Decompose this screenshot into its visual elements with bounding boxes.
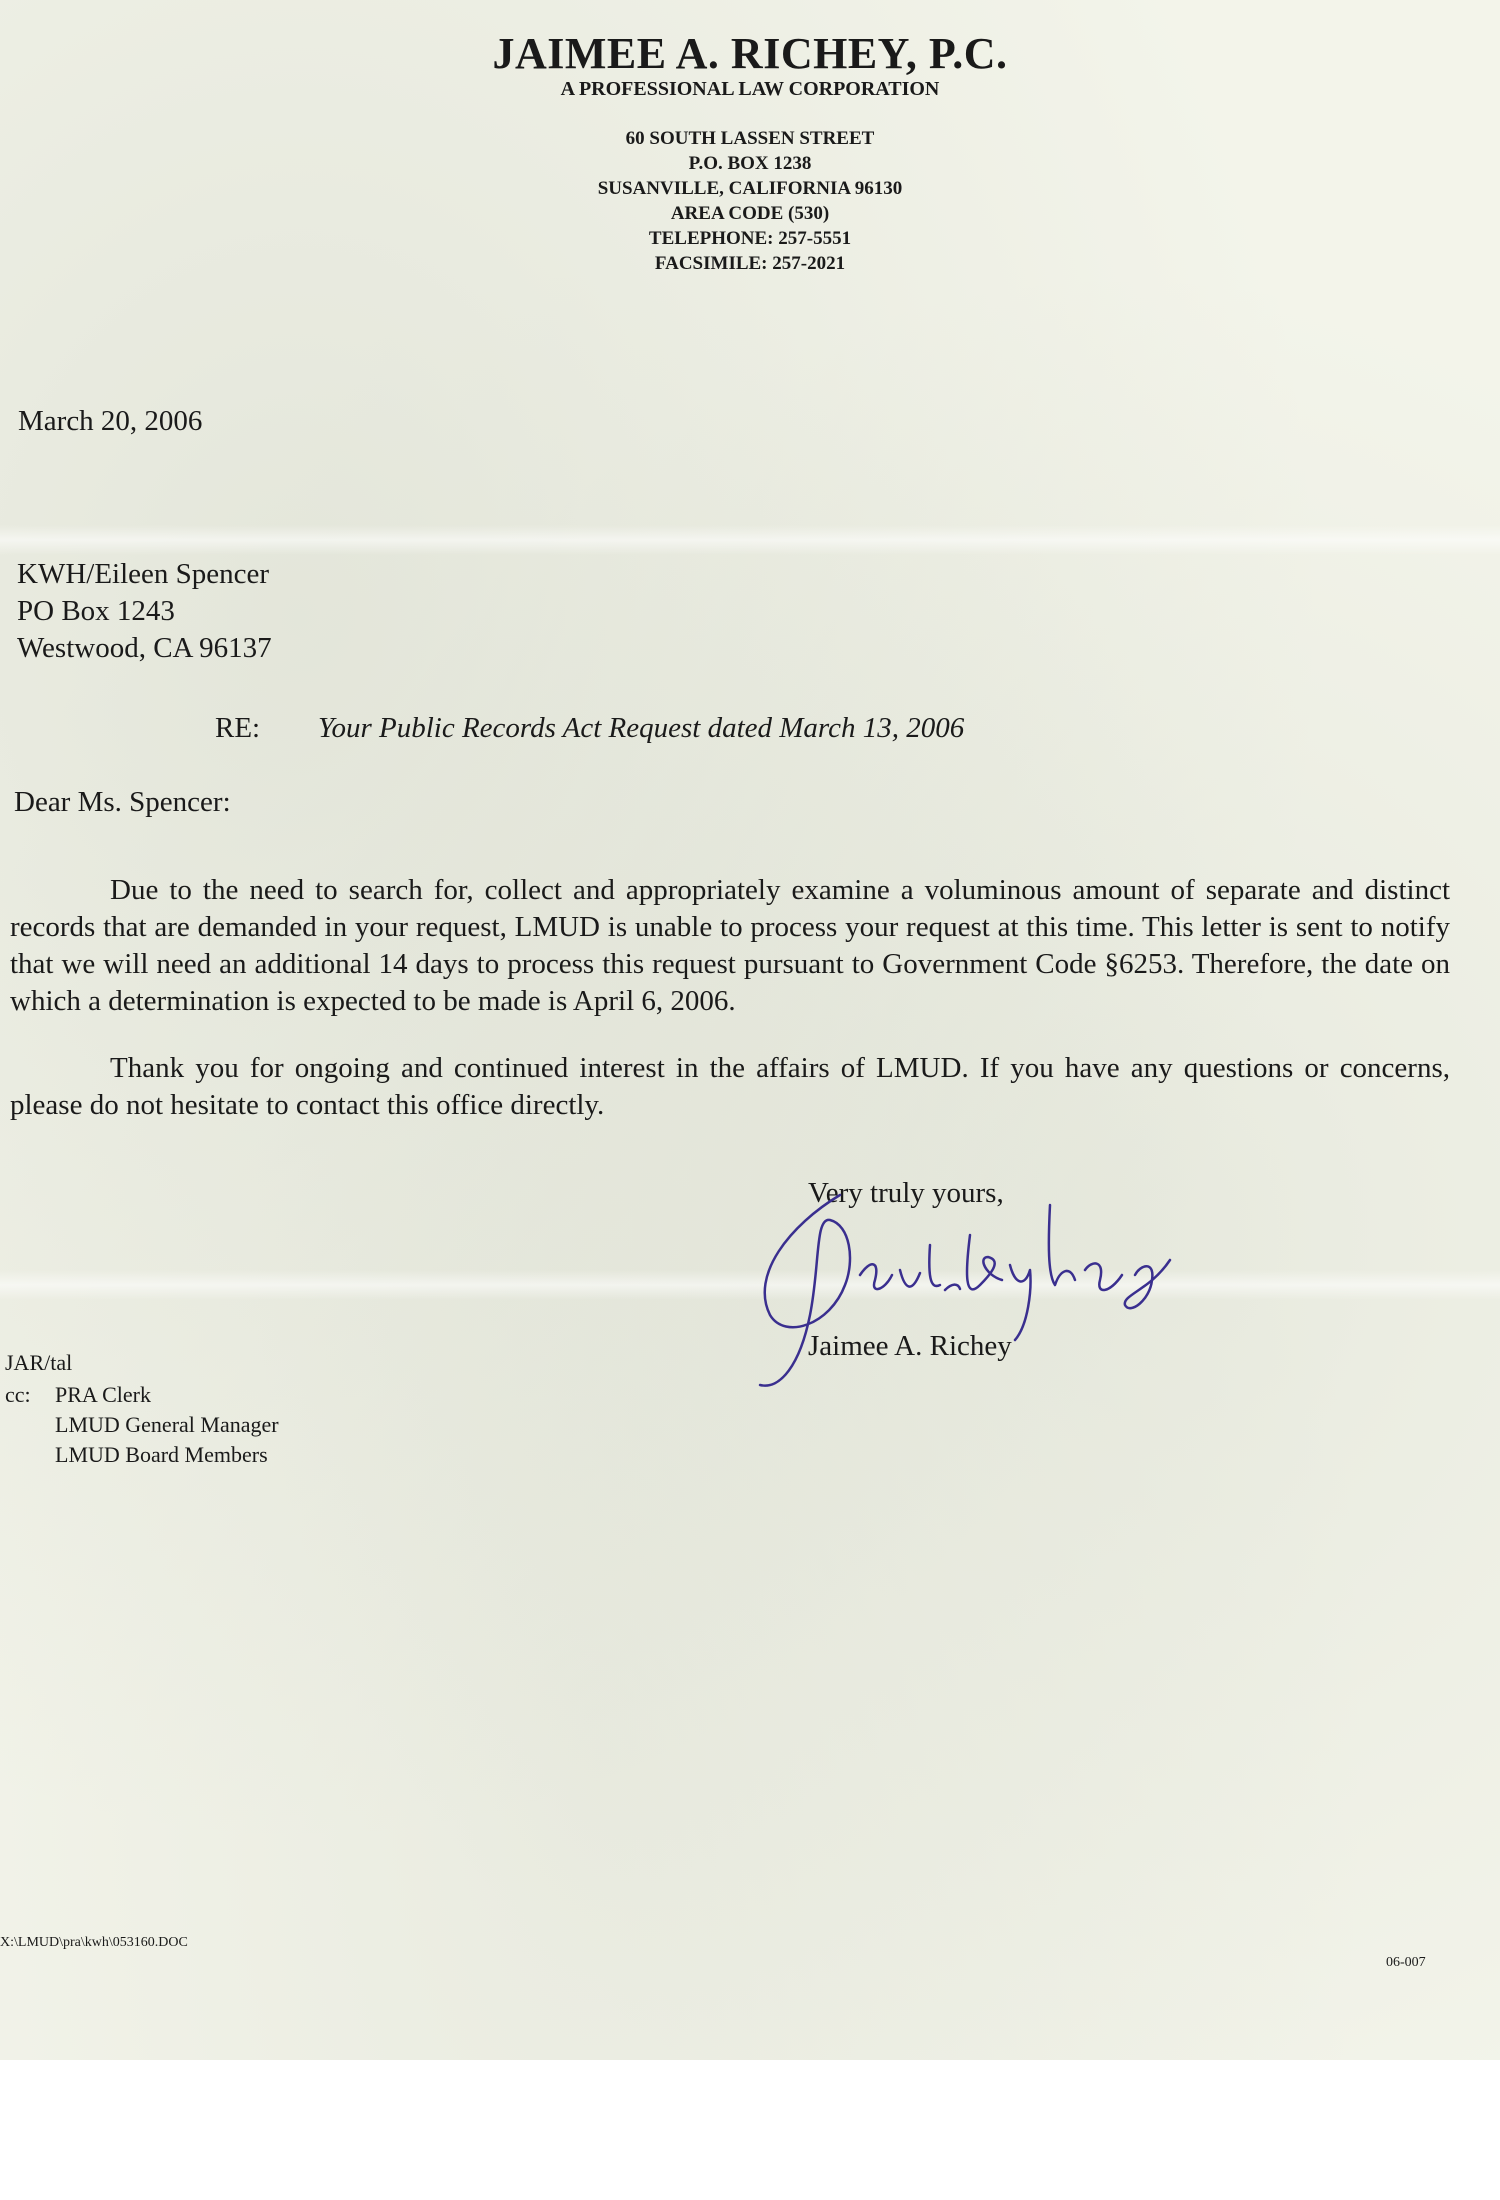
recipient-po-box: PO Box 1243 [17,595,175,627]
cc-label: cc: [5,1382,31,1407]
recipient-block [17,556,272,667]
address-city: SUSANVILLE, CALIFORNIA 96130 [597,178,903,199]
cc-recipient: LMUD Board Members [55,1442,268,1467]
body-paragraph-2 [10,1050,1450,1124]
address-telephone: TELEPHONE: 257-5551 [648,228,852,249]
salutation: Dear Ms. Spencer: [14,786,231,818]
re-label: RE: [215,712,261,744]
address-facsimile: FACSIMILE: 257-2021 [654,253,846,274]
cc-recipient: PRA Clerk [55,1382,151,1407]
document-code: 06-007 [1386,1955,1426,1970]
closing: Very truly yours, [808,1177,1004,1209]
recipient-name: KWH/Eileen Spencer [17,558,270,590]
address-area-code: AREA CODE (530) [670,203,830,224]
paper-fold [0,525,1500,555]
body-paragraph-1 [10,872,1450,1020]
address-po-box: P.O. BOX 1238 [688,153,812,174]
firm-subtitle: A PROFESSIONAL LAW CORPORATION [560,78,940,100]
letter-date: March 20, 2006 [18,405,203,437]
address-street: 60 SOUTH LASSEN STREET [625,128,875,149]
cc-list [5,1380,279,1470]
typist-initials: JAR/tal [5,1350,73,1375]
body-paragraph-2-text: Thank you for ongoing and continued interest in the affairs of LMUD. If you have any questions or concerns, please do not hesitate to contact this office directly. [10,1052,1450,1121]
body-paragraph-1-text: Due to the need to search for, collect and appropriately examine a voluminous amount of separate and distinct records that are demanded in your request, LMUD is unable to process your request at this time. This letter is sent to notify that we will need an additional 14 days to process this request pursuant to Government Code §6253. Therefore, the date on which a determination is expected to be made is April 6, 2006. [10,874,1450,1017]
firm-name: JAIMEE A. RICHEY, P.C. [492,29,1008,78]
recipient-city: Westwood, CA 96137 [17,632,272,664]
cc-recipient: LMUD General Manager [55,1412,279,1437]
re-subject: Your Public Records Act Request dated March 13, 2006 [318,712,965,744]
file-path: X:\LMUD\pra\kwh\053160.DOC [0,1935,188,1950]
firm-address [0,126,1500,276]
signer-name: Jaimee A. Richey [808,1330,1012,1362]
